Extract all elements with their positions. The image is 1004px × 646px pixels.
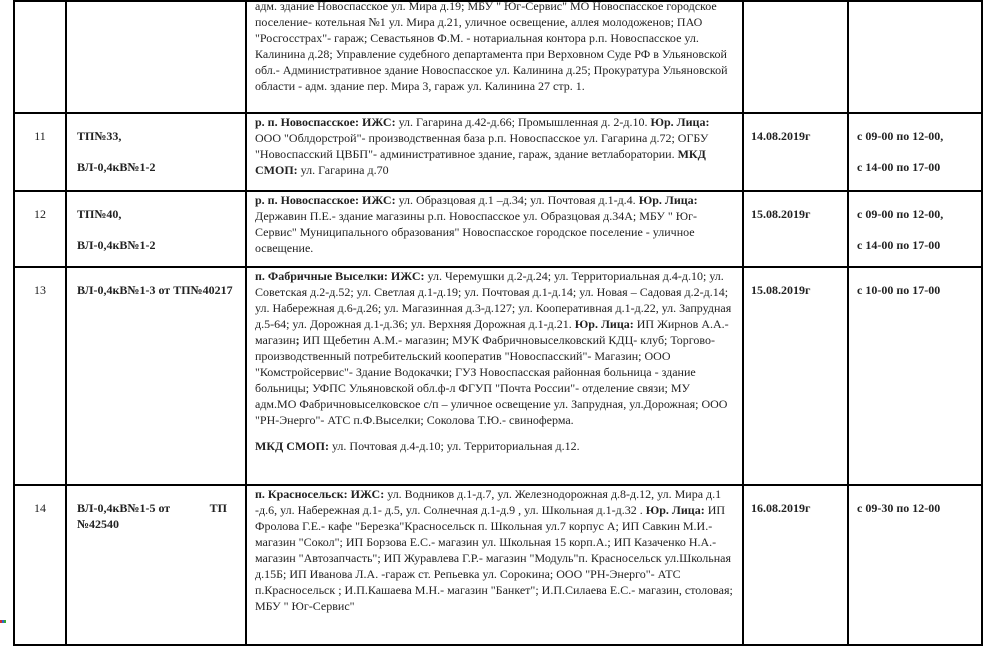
address-label: Юр. Лица: [638, 193, 698, 207]
address-label: МКД СМОП: [255, 147, 706, 177]
address-run: ул. Водников д.1-д.7, ул. Железнодорожная д.8-д.12, ул. Мира д.1 -д.6, ул. Набережная д.1- д.5, ул. Солнечная д.1-д.9 , ул. Школьная д.1-д.32 . [255, 487, 722, 517]
address-run: ул. Почтовая д.4-д.10; ул. Территориальная д.12. [328, 439, 580, 453]
object-cell [66, 191, 246, 267]
time-line: с 10-00 по 17-00 [857, 283, 941, 297]
address-label: ИЖС: [350, 487, 385, 501]
address-text [247, 114, 742, 178]
address-extra-text [255, 438, 734, 454]
table-row [14, 191, 982, 267]
address-label: п. Фабричные Выселки: [255, 269, 391, 283]
address-run: ООО "Облдорстрой"- производственная база р.п. Новоспасское ул. Гагарина д.72; ОГБУ "Новоспасский ЦВБП"- административное здание, гараж, здание ветлаборатории. [255, 131, 709, 161]
date-cell: 16.08.2019г [743, 485, 848, 645]
object-line: ТП№33, [77, 129, 122, 143]
table-row [14, 267, 982, 485]
object-line: ВЛ-0,4кВ№1-2 [77, 160, 156, 174]
address-label: р. п. Новоспасское: [255, 115, 362, 129]
num-cell [14, 1, 66, 113]
object-cell [66, 267, 246, 485]
address-label: Юр. Лица: [574, 317, 634, 331]
time-cell [848, 113, 982, 191]
address-text [247, 486, 742, 614]
address-block [247, 268, 742, 454]
corner-artifact [0, 620, 6, 623]
date-cell: 15.08.2019г [743, 191, 848, 267]
object-line: ТП№40, [77, 207, 122, 221]
address-run: ИП Фролова Г.Е.- кафе "Березка"Красносельск п. Школьная ул.7 корпус А; ИП Савкин М.И.- магазин "Сокол"; ИП Борзова Е.С.- магазин ул. Школьная 15 корп.А.; ИП Казаченко Н.А.- магазин "Автозапчасть"; ИП Журавлева Г.Р.- магазин "Модуль"п. Красносельск ул.Школьная д.15Б; ИП Иванова Л.А. -гараж ст. Репьевка ул. Сорокина; ООО "РН-Энерго"- АТС п.Красносельск ; И.П.Кашаева М.Н.- магазин "Банкет"; И.П.Силаева Е.С.- магазин, столовая; МБУ " Юг-Сервис" [255, 503, 733, 613]
address-run: ул. Образцовая д.1 –д.34; ул. Почтовая д.1-д.4. [395, 193, 639, 207]
address-label: Юр. Лица: [645, 503, 705, 517]
address-run: ИП Щебетин А.М.- магазин; МУК Фабричновыселковский КДЦ- клуб; Торгово-производственный потребительский кооператив "Новоспасский"- Магазин; ООО "Комстройсервис"- Здание Водокачки; ГУЗ Новоспасская районная больница - здание больницы; УФПС Ульяновской обл.ф-л ФГУП "Почта России"- отделение связи; МУ адм.МО Фабричновыселковское с/п – уличное освещение ул. Запрудная, ул.Дорожная; ООО "РН-Энерго"- АТС п.Ф.Выселки; Соколова Т.Ю.- свиноферма. [255, 333, 728, 427]
outage-schedule-document [13, 0, 983, 646]
time-line: с 09-30 по 12-00 [857, 501, 941, 515]
address-text: адм. здание Новоспасское ул. Мира д.19; МБУ " Юг-Сервис" МО Новоспасское городское поселение- котельная №1 ул. Мира д.21, уличное освещение, аллея молодоженов; ПАО "Росгосстрах"- гараж; Севастьянов Ф.М. - нотариальная контора р.п. Новоспасское ул. Калинина д.28; Управление судебного департамента при Верховном Суде РФ в Ульяновской обл.- Административное здание Новоспасское ул. Калинина д.25; Прокуратура Ульяновской области - адм. здание пер. Мира 3, гараж ул. Калинина 27 стр. 1. [255, 0, 728, 93]
object-line: ВЛ-0,4кВ№1-2 [77, 238, 156, 252]
time-line: с 09-00 по 12-00, [857, 207, 944, 221]
row-number: 12 [14, 191, 66, 267]
row-number: 13 [14, 267, 66, 485]
address-label: МКД СМОП: [255, 439, 329, 453]
time-cell [848, 485, 982, 645]
address-run: ул. Черемушки д.2-д.24; ул. Территориальная д.4-д.10; ул. Советская д.2-д.52; ул. Светлая д.1-д.19; ул. Почтовая д.1-д.14; ул. Новая – Садовая д.2-д.14; ул. Набережная д.6-д.26; ул. Магазинная д.3-д.127; ул. Кооперативная д.1-д.22, ул. Запрудная д.5-64; ул. Дорожная д.1-д.36; ул. Верхняя Дорожная д.1-д.21. [255, 269, 732, 331]
address-cell [246, 191, 743, 267]
address-cell [246, 267, 743, 485]
time-cell [848, 267, 982, 485]
table-row [14, 485, 982, 645]
time-cell [848, 1, 982, 113]
time-line: с 14-00 по 17-00 [857, 238, 941, 252]
date-cell: 15.08.2019г [743, 267, 848, 485]
table-row [14, 113, 982, 191]
object-cell [66, 113, 246, 191]
address-cell [246, 1, 743, 113]
address-cell [246, 113, 743, 191]
object-line: ВЛ-0,4кВ№1-3 от ТП№40217 [77, 283, 233, 297]
address-label: ИЖС: [362, 193, 396, 207]
address-cell [246, 485, 743, 645]
time-line: с 14-00 по 17-00 [857, 160, 941, 174]
object-cell [66, 1, 246, 113]
time-cell [848, 191, 982, 267]
address-run: ул. Гагарина д.70 [297, 163, 389, 177]
address-run: Державин П.Е.- здание магазины р.п. Новоспасское ул. Образцовая д.34А; МБУ " Юг-Сервис" Муниципального образования" Новоспасское городское поселение - уличное освещение. [255, 209, 697, 255]
address-text [255, 268, 734, 428]
outage-schedule-table [13, 0, 983, 646]
date-cell: 14.08.2019г [743, 113, 848, 191]
row-number: 14 [14, 485, 66, 645]
address-run: ул. Гагарина д.42-д.66; Промышленная д. 2-д.10. [395, 115, 651, 129]
object-part: №42540 [77, 517, 120, 531]
object-line [77, 500, 227, 516]
address-label: п. Красносельск: [255, 487, 351, 501]
address-run: ИП Жирнов А.А.- магазин [255, 317, 729, 347]
row-number: 11 [14, 113, 66, 191]
object-part: ВЛ-0,4кВ№1-5 от [77, 501, 171, 515]
address-label: ИЖС: [390, 269, 425, 283]
table-row-continuation [14, 1, 982, 113]
object-cell [66, 485, 246, 645]
address-text [247, 192, 742, 256]
address-label: Юр. Лица: [650, 115, 710, 129]
date-cell [743, 1, 848, 113]
object-part: ТП [209, 501, 227, 515]
address-label: р. п. Новоспасское: [255, 193, 362, 207]
address-label: ; [295, 333, 300, 347]
time-line: с 09-00 по 12-00, [857, 129, 944, 143]
address-label: ИЖС: [362, 115, 396, 129]
